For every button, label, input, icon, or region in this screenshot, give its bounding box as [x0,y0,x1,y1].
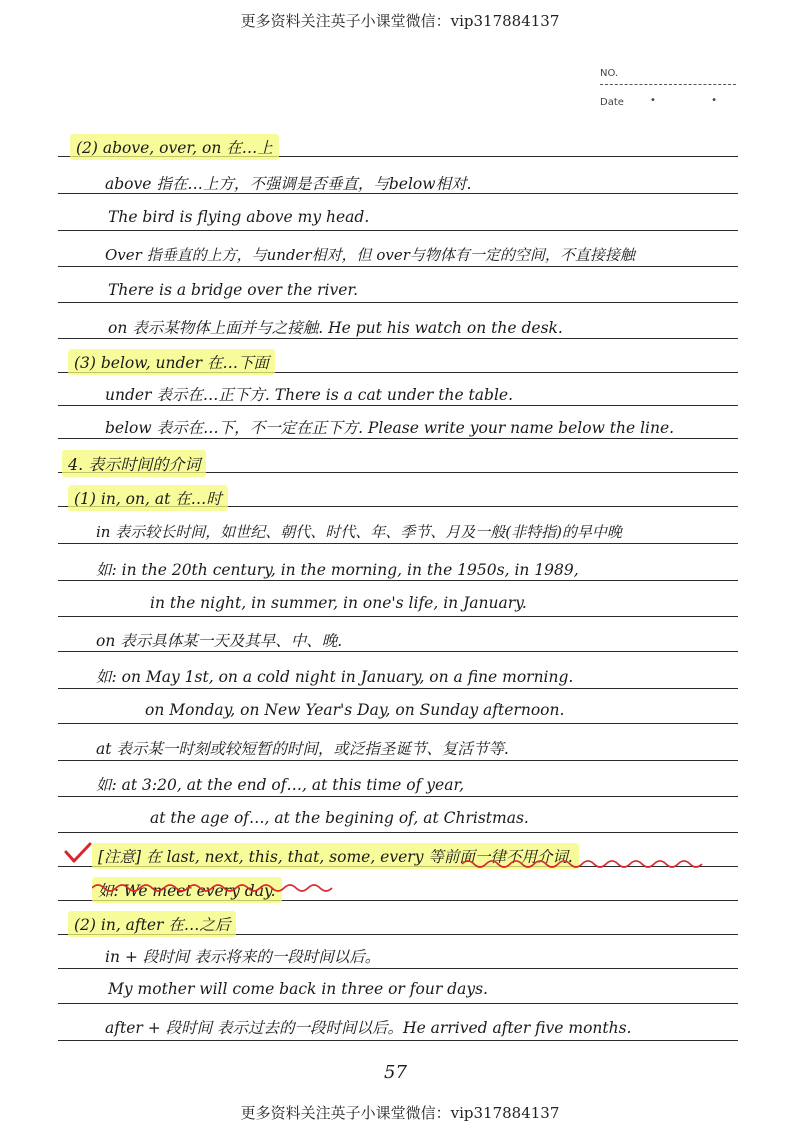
note-below: below 表示在…下，不一定在正下方. Please write your name below the line. [105,419,675,437]
ruled-line [58,438,738,439]
examples-at-1: 如: at 3:20, at the end of…, at this time of year, [96,776,465,794]
ruled-line [58,302,738,303]
note-on: on 表示某物体上面并与之接触. He put his watch on the desk. [108,319,563,337]
notebook-no-label: NO. [600,68,619,79]
ruled-line [58,796,738,797]
ruled-line [58,405,738,406]
bottom-banner: 更多资料关注英子小课堂微信：vip317884137 [240,1104,560,1122]
note-in-plus-period: in + 段时间 表示将来的一段时间以后。 [105,948,381,966]
note-on-time: on 表示具体某一天及其早、中、晚. [96,632,343,650]
note-over: Over 指垂直的上方，与under相对，但 over与物体有一定的空间，不直接接触 [105,246,635,264]
heading-in-on-at: (1) in, on, at 在…时 [68,485,228,511]
note-in: in 表示较长时间，如世纪、朝代、时代、年、季节、月及一般(非特指)的早中晚 [96,523,622,541]
ruled-line [58,266,738,267]
examples-on-1: 如: on May 1st, on a cold night in January, on a fine morning. [96,668,574,686]
ruled-line [58,230,738,231]
note-after-plus-period: after + 段时间 表示过去的一段时间以后。He arrived after five months. [105,1019,632,1037]
heading-above-over-on: (2) above, over, on 在…上 [70,134,279,160]
notebook-date-dots: • • [650,95,743,106]
note-at: at 表示某一时刻或较短暂的时间，或泛指圣诞节、复活节等. [96,740,509,758]
ruled-line [58,616,738,617]
example-every-day: 如: We meet every day. [92,877,282,903]
examples-in-1: 如: in the 20th century, in the morning, in the 1950s, in 1989, [96,561,579,579]
example-over: There is a bridge over the river. [108,281,359,299]
top-banner: 更多资料关注英子小课堂微信：vip317884137 [240,12,560,30]
ruled-line [58,1003,738,1004]
ruled-line [58,832,738,833]
ruled-line [58,760,738,761]
note-attention: [注意] 在 last, next, this, that, some, every 等前面一律不用介词. [92,843,579,869]
example-in-days: My mother will come back in three or four days. [108,980,488,998]
red-wavy-underline [92,858,722,904]
examples-at-2: at the age of…, at the begining of, at Christmas. [150,809,529,827]
examples-on-2: on Monday, on New Year's Day, on Sunday afternoon. [145,701,565,719]
page-number: 57 [384,1062,407,1083]
ruled-line [58,580,738,581]
note-under: under 表示在…正下方. There is a cat under the table. [105,386,513,404]
ruled-line [58,968,738,969]
ruled-line [58,651,738,652]
notebook-no-line [600,84,736,85]
ruled-line [58,338,738,339]
note-above: above 指在…上方，不强调是否垂直，与below相对. [105,175,472,193]
examples-in-2: in the night, in summer, in one's life, in January. [150,594,527,612]
notebook-date-label: Date [600,97,624,108]
heading-time-prepositions: 4. 表示时间的介词 [62,450,206,477]
ruled-line [58,723,738,724]
ruled-line [58,688,738,689]
ruled-line [58,543,738,544]
ruled-line [58,1040,738,1041]
heading-in-after: (2) in, after 在…之后 [68,911,236,937]
example-above: The bird is flying above my head. [108,208,370,226]
heading-below-under: (3) below, under 在…下面 [68,349,275,375]
red-check-mark-icon [64,842,92,864]
